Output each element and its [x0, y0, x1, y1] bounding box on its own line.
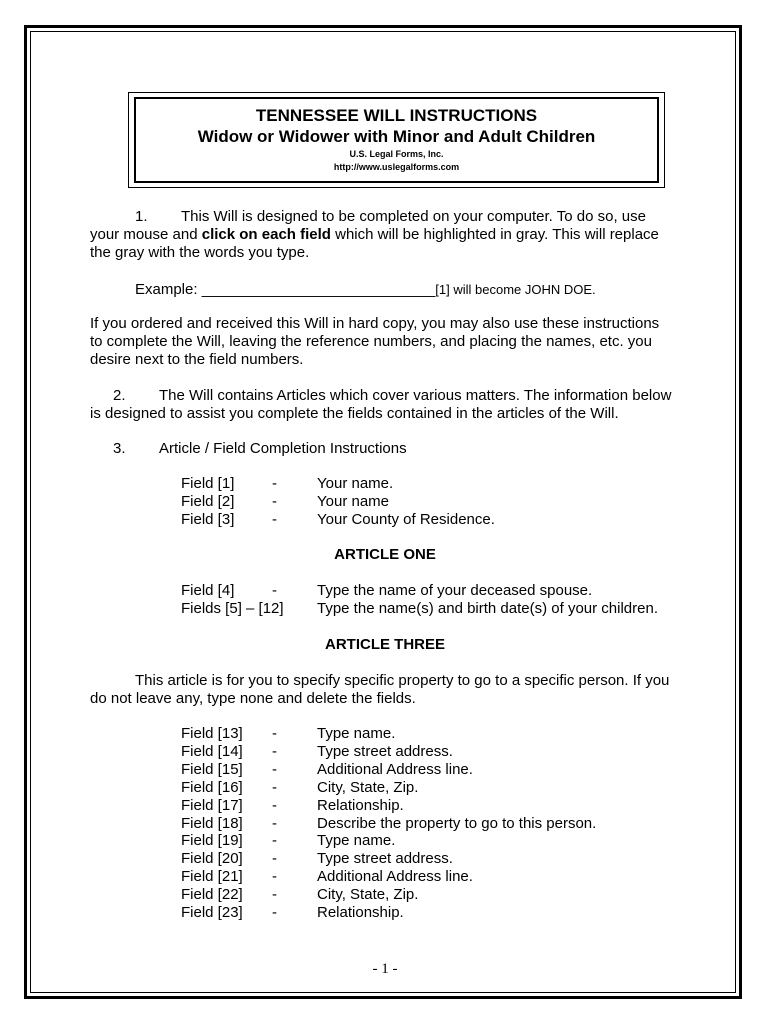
field-description: City, State, Zip. — [317, 778, 419, 796]
example-result: [1] will become JOHN DOE. — [435, 282, 596, 297]
field-row — [181, 761, 681, 779]
field-description: Type the name of your deceased spouse. — [317, 582, 593, 599]
field-dash: - — [272, 814, 277, 832]
field-description: Type street address. — [317, 742, 453, 760]
field-dash: - — [272, 832, 277, 850]
field-row — [181, 797, 681, 815]
section1-number: 1. — [135, 208, 148, 225]
hardcopy-line2: to complete the Will, leaving the reference numbers, and placing the names, etc. you — [90, 333, 652, 350]
section2-number: 2. — [113, 387, 126, 404]
field-label: Field [19] — [181, 832, 243, 850]
publisher-name: U.S. Legal Forms, Inc. — [349, 149, 444, 159]
document-subtitle: Widow or Widower with Minor and Adult Children — [197, 127, 596, 146]
section3-number: 3. — [113, 440, 126, 457]
field-dash: - — [272, 493, 277, 510]
field-description: Describe the property to go to this person. — [317, 814, 597, 832]
section1-line2 — [90, 226, 690, 244]
example-label: Example: — [135, 281, 202, 298]
example-blank: ____________________________ — [201, 281, 436, 298]
field-row — [181, 511, 681, 529]
field-label: Field [14] — [181, 742, 243, 760]
field-description: Type the name(s) and birth date(s) of your children. — [317, 600, 659, 617]
field-dash: - — [272, 742, 277, 760]
field-row — [181, 832, 681, 850]
section1-line1: This Will is designed to be completed on your computer. To do so, use — [181, 208, 646, 225]
example-line — [135, 281, 596, 299]
field-label: Field [22] — [181, 886, 243, 904]
field-label: Field [20] — [181, 850, 243, 868]
field-dash: - — [272, 475, 277, 492]
field-description: Type name. — [317, 725, 396, 742]
field-row — [181, 725, 681, 743]
field-description: Your name — [317, 493, 389, 510]
field-dash: - — [272, 778, 277, 796]
field-label: Fields [5] – [12] — [181, 600, 284, 617]
field-label: Field [16] — [181, 778, 243, 796]
field-row — [181, 886, 681, 904]
hardcopy-line3: desire next to the field numbers. — [90, 351, 304, 368]
section2-line1: The Will contains Articles which cover various matters. The information below — [159, 387, 672, 404]
field-row — [181, 868, 681, 886]
field-dash: - — [272, 904, 277, 921]
field-row — [181, 743, 681, 761]
field-label: Field [15] — [181, 760, 243, 778]
field-label: Field [21] — [181, 868, 243, 886]
article-three-intro-line1: This article is for you to specify specific property to go to a specific person. If you — [135, 672, 670, 689]
article-three-intro-line2: do not leave any, type none and delete the fields. — [90, 690, 416, 707]
field-dash: - — [272, 511, 277, 528]
field-label: Field [4] — [181, 582, 235, 599]
field-dash: - — [272, 582, 277, 599]
field-label: Field [13] — [181, 725, 243, 742]
section2-line2: is designed to assist you complete the fields contained in the articles of the Will. — [90, 405, 619, 422]
field-description: Type street address. — [317, 850, 453, 868]
field-row — [181, 600, 681, 618]
field-description: Your County of Residence. — [317, 511, 495, 528]
hardcopy-line1: If you ordered and received this Will in hard copy, you may also use these instructions — [90, 315, 660, 332]
field-label: Field [2] — [181, 493, 235, 510]
section1-line2-bold: click on each field — [201, 226, 331, 243]
field-description: Type name. — [317, 832, 396, 850]
field-dash: - — [272, 886, 277, 904]
field-description: Relationship. — [317, 904, 404, 921]
field-dash: - — [272, 760, 277, 778]
field-description: Additional Address line. — [317, 868, 473, 886]
field-row — [181, 779, 681, 797]
field-description: Relationship. — [317, 796, 404, 814]
section1-line2-pre: your mouse and — [90, 226, 202, 243]
field-dash: - — [272, 850, 277, 868]
section1-line3: the gray with the words you type. — [90, 244, 310, 261]
field-row — [181, 815, 681, 833]
title-box — [134, 97, 659, 183]
field-description: City, State, Zip. — [317, 886, 419, 904]
field-dash: - — [272, 725, 277, 742]
field-label: Field [18] — [181, 814, 243, 832]
field-row — [181, 850, 681, 868]
field-label: Field [17] — [181, 796, 243, 814]
field-label: Field [1] — [181, 475, 235, 492]
field-description: Your name. — [317, 475, 394, 492]
document-title: TENNESSEE WILL INSTRUCTIONS — [255, 106, 538, 125]
section1-line2-post: which will be highlighted in gray. This will replace — [330, 226, 659, 243]
field-row — [181, 493, 681, 511]
field-row — [181, 475, 681, 493]
field-dash: - — [272, 868, 277, 886]
field-row — [181, 582, 681, 600]
field-description: Additional Address line. — [317, 760, 473, 778]
publisher-website: http://www.uslegalforms.com — [333, 162, 460, 172]
field-label: Field [3] — [181, 511, 235, 528]
field-label: Field [23] — [181, 904, 243, 921]
page-number: - 1 - — [372, 961, 398, 977]
field-dash: - — [272, 796, 277, 814]
section3-text: Article / Field Completion Instructions — [159, 440, 407, 457]
article-one-heading: ARTICLE ONE — [334, 546, 436, 563]
article-three-heading: ARTICLE THREE — [325, 636, 445, 653]
field-row — [181, 904, 681, 922]
